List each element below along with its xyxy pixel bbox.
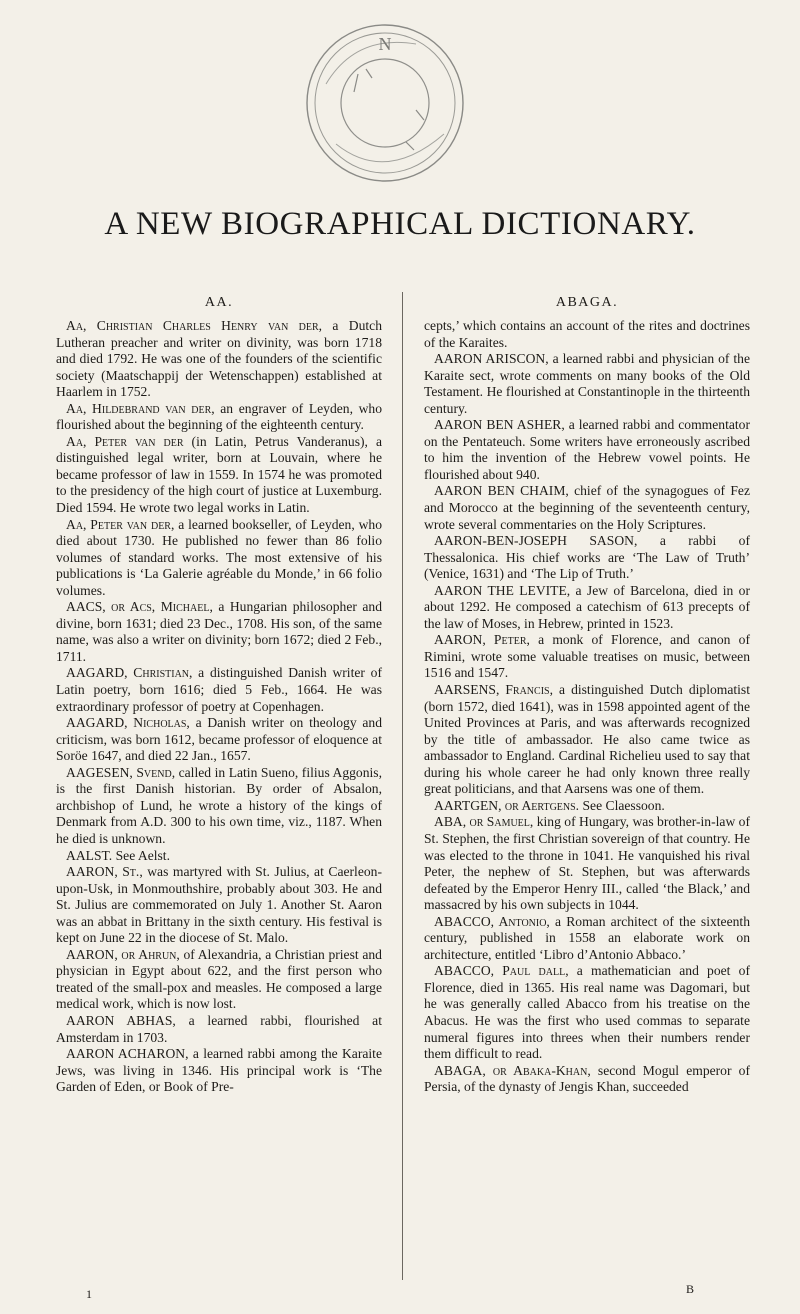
entry-headword: AARTGEN, or Aertgens.	[434, 797, 580, 813]
dictionary-entry	[424, 963, 750, 1062]
entry-headword: AARON BEN ASHER,	[434, 417, 565, 433]
entry-text: cepts,’ which contains an account of the rites and doctrines of the Karaites.	[424, 318, 750, 350]
entry-text: (in Latin, Petrus Vanderanus), a distinguished legal writer, born at Louvain, where he became professor of law in 1559. In 1574 he was promoted to the presidency of the high court of justice at Luxemburg. Died 1594. He wrote two legal works in Latin.	[56, 433, 382, 516]
entry-headword: Aa, Christian Charles Henry van der,	[66, 318, 323, 333]
entry-text: a mathematician and poet of Florence, died in 1365. His real name was Dagomari, but he was generally called Abacco from his treatise on the Abacus. He was the first who used commas to separate numeral figures into threes when their numbers render them difficult to read.	[424, 963, 750, 1062]
entry-headword: AAGARD, Christian,	[66, 665, 193, 681]
entry-text: called in Latin Sueno, filius Aggonis, is the first Danish historian. By order of Absalon, archbishop of Lund, he wrote a history of the kings of Denmark from A.D. 300 to his own time, viz., 1187. When he died is unknown.	[56, 764, 382, 846]
dictionary-entry	[424, 1063, 750, 1096]
dictionary-entry	[424, 914, 750, 964]
entry-text: a Jew of Barcelona, died in or about 1292. He composed a catechism of 613 precepts of the law of Moses, in Hebrew, printed in 1523.	[424, 582, 750, 631]
entry-headword: AARON, St.,	[66, 864, 143, 880]
dictionary-entry	[424, 533, 750, 583]
entry-headword: Aa, Peter van der	[66, 433, 184, 449]
dictionary-entry	[424, 351, 750, 417]
entry-text: a learned rabbi and commentator on the Pentateuch. Some writers have erroneously ascribed to him the invention of the Hebrew vowel points. He flourished about 940.	[424, 417, 750, 482]
entry-text: a Danish writer on theology and criticism, was born 1612, became professor of eloquence at Soröe 1647, and died 22 Jan., 1657.	[56, 715, 383, 764]
page-signature-number: 1	[86, 1287, 92, 1301]
entry-text: of Alexandria, a Christian priest and physician in Egypt about 622, and the first person who treated of the small-pox and measles. He composed a large medical work, which is now lost.	[56, 946, 382, 1012]
dictionary-entry	[56, 1013, 382, 1046]
entry-headword: Aa, Hildebrand van der,	[66, 400, 215, 416]
entry-headword: Aa, Peter van der,	[66, 516, 175, 532]
entry-headword: AACS, or Acs, Michael,	[66, 599, 213, 615]
entry-headword: AAGARD, Nicholas,	[66, 715, 190, 731]
entry-text: See Aelst.	[112, 847, 170, 863]
right-running-head: ABAGA.	[555, 295, 619, 310]
entry-headword: AARON, or Ahrun,	[66, 946, 180, 962]
entry-headword: AARON, Peter,	[434, 632, 530, 648]
entry-text: king of Hungary, was brother-in-law of St. Stephen, the first Christian sovereign of that country. He was elected to the throne in 1041. He vanquished his rival Peter, the nephew of St. Stephen, but was afterwards defeated by the Emperor Henry III., called ‘the Black,’ and massacred by his own subjects in 1044.	[424, 814, 750, 913]
dictionary-entry	[424, 483, 750, 533]
dictionary-entry	[56, 765, 382, 848]
entry-headword: AARON THE LEVITE,	[434, 582, 571, 598]
dictionary-entry	[424, 798, 750, 815]
entry-headword: AARON ABHAS,	[66, 1012, 176, 1028]
entry-headword: AALST.	[66, 847, 113, 863]
entry-text: a Hungarian philosopher and divine, born 1631; died 23 Dec., 1708. His son, of the same name, was also a writer on divinity; born 1672; died 2 Feb., 1711.	[56, 599, 382, 664]
dictionary-entry	[56, 401, 382, 434]
dictionary-entry	[56, 848, 382, 865]
entry-headword: ABA, or Samuel,	[434, 814, 534, 830]
dictionary-entry	[56, 665, 382, 715]
entry-headword: ABACCO, Paul dall,	[434, 963, 569, 979]
entry-text: a distinguished Dutch diplomatist (born 1572, died 1641), was in 1598 appointed agent of the United Provinces at Paris, and was afterwards recognized by the title of ambassador. He also came twice as ambassador to England. Cardinal Richelieu used to say that during his whole career he had only known three really great politicians, and that Aarsens was one of them.	[424, 682, 750, 797]
dictionary-entry	[424, 318, 750, 351]
dictionary-entry	[56, 517, 382, 600]
dictionary-entry	[424, 682, 750, 798]
dictionary-entry	[424, 814, 750, 913]
right-entries	[424, 318, 750, 1096]
entry-headword: AARSENS, Francis,	[434, 682, 553, 698]
dictionary-entry	[56, 318, 382, 401]
library-stamp-seal	[296, 14, 474, 192]
entry-text: a rabbi of Thessalonica. His chief works are ‘The Law of Truth’ (Venice, 1631) and ‘The Lip of Truth.’	[424, 533, 751, 582]
entry-headword: ABACCO, Antonio,	[434, 913, 550, 929]
dictionary-entry	[56, 1046, 382, 1096]
entry-text: second Mogul emperor of Persia, of the dynasty of Jengis Khan, succeeded	[424, 1062, 750, 1095]
left-entries	[56, 318, 382, 1096]
entry-headword: AAGESEN, Svend,	[66, 764, 176, 780]
entry-text: an engraver of Leyden, who flourished about the beginning of the eighteenth century.	[56, 400, 383, 433]
entry-headword: AARON BEN CHAIM,	[434, 483, 569, 499]
entry-text: a Dutch Lutheran preacher and writer on divinity, was born 1718 and died 1792. He was one of the founders of the scientific society (Maatschappij der Wetenschappen) established at Haarlem in 1752.	[56, 318, 382, 400]
entry-text: See Claessoon.	[579, 797, 665, 813]
dictionary-entry	[424, 417, 750, 483]
dictionary-entry	[56, 715, 382, 765]
page-title: A NEW BIOGRAPHICAL DICTIONARY.	[104, 206, 696, 242]
left-column	[56, 295, 382, 1096]
dictionary-entry	[56, 434, 382, 517]
seal-letter: N	[378, 34, 392, 54]
entry-text: chief of the synagogues of Fez and Morocco at the beginning of the seventeenth century, wrote several commentaries on the Holy Scriptures.	[424, 483, 750, 532]
left-running-head: AA.	[204, 295, 234, 310]
entry-text: a monk of Florence, and canon of Rimini, wrote some valuable treatises on music, between 1516 and 1547.	[424, 632, 750, 681]
dictionary-entry	[424, 583, 750, 633]
entry-text: a learned rabbi, flourished at Amsterdam in 1703.	[56, 1012, 382, 1045]
page-signature-letter: B	[686, 1282, 697, 1296]
dictionary-entry	[56, 864, 382, 947]
entry-headword: AARON ARISCON,	[434, 351, 549, 367]
entry-text: a learned rabbi and physician of the Karaite sect, wrote comments on many books of the Old Testament. He flourished at Constantinople in the thirteenth century.	[424, 351, 750, 416]
entry-text: a distinguished Danish writer of Latin poetry, born 1616; died 5 Feb., 1664. He was extraordinary professor of poetry at Copenhagen.	[56, 665, 382, 714]
dictionary-entry	[424, 632, 750, 682]
entry-text: a learned bookseller, of Leyden, who died about 1730. He published no fewer than 86 folio volumes of standard works. The most extensive of his publications is ‘La Galerie agréable du Monde,’ in 66 folio volumes.	[56, 516, 382, 598]
entry-headword: AARON ACHARON,	[66, 1046, 189, 1062]
entry-text: a Roman architect of the sixteenth century, published in 1558 an elaborate work on architecture, entitled ‘Libro d’Antonio Abbaco.’	[424, 913, 750, 962]
dictionary-entry	[56, 947, 382, 1013]
entry-headword: ABAGA, or Abaka-Khan,	[434, 1062, 591, 1078]
entry-text: a learned rabbi among the Karaite Jews, was living in 1346. His principal work is ‘The Garden of Eden, or Book of Pre-	[56, 1046, 382, 1095]
entry-text: was martyred with St. Julius, at Caerleon-upon-Usk, in Monmouthshire, probably about 303. He and St. Julius are commemorated on July 1. Another St. Aaron was an abbat in Brittany in the sixth century. His festival is kept on June 22 in the diocese of St. Malo.	[56, 864, 382, 946]
entry-headword: AARON-BEN-JOSEPH SASON,	[434, 533, 638, 549]
right-column	[424, 295, 750, 1096]
column-divider	[402, 292, 403, 1280]
dictionary-entry	[56, 599, 382, 665]
